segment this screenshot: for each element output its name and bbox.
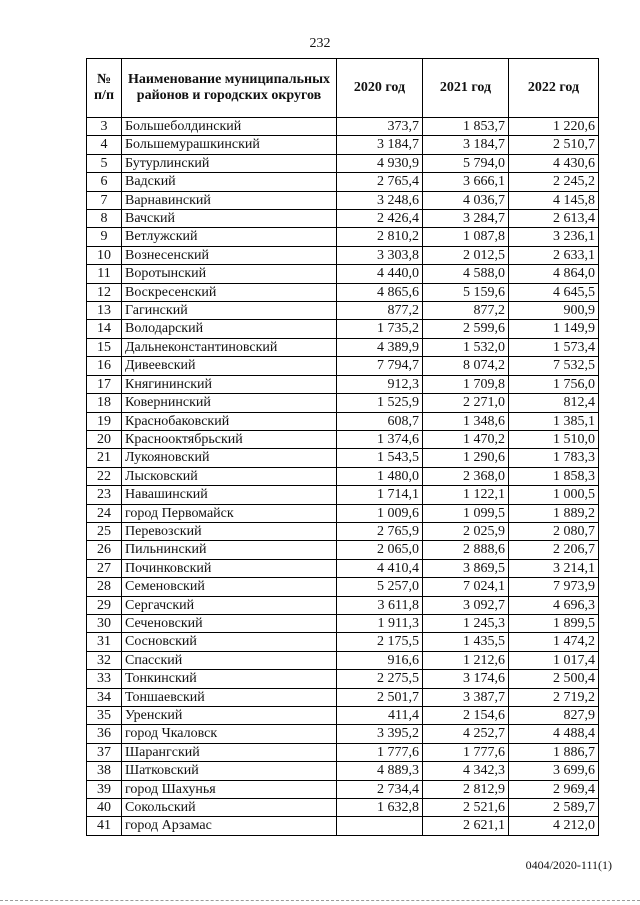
cell-2022: 4 145,8 [509, 191, 599, 209]
cell-num: 35 [87, 707, 122, 725]
cell-2021: 877,2 [423, 302, 509, 320]
cell-2021: 4 252,7 [423, 725, 509, 743]
cell-2021: 1 777,6 [423, 743, 509, 761]
cell-2021: 1 853,7 [423, 118, 509, 136]
table-row [87, 320, 599, 338]
cell-name: Навашинский [122, 486, 337, 504]
cell-2022: 2 589,7 [509, 799, 599, 817]
table-row [87, 283, 599, 301]
cell-num: 20 [87, 430, 122, 448]
table-row [87, 817, 599, 835]
cell-2021: 1 099,5 [423, 504, 509, 522]
cell-2020: 5 257,0 [337, 578, 423, 596]
table-row [87, 522, 599, 540]
cell-2021: 1 212,6 [423, 651, 509, 669]
table-row [87, 762, 599, 780]
table-row [87, 486, 599, 504]
cell-2022: 4 430,6 [509, 154, 599, 172]
cell-num: 5 [87, 154, 122, 172]
cell-2020: 1 911,3 [337, 614, 423, 632]
cell-2020: 373,7 [337, 118, 423, 136]
cell-num: 29 [87, 596, 122, 614]
cell-num: 32 [87, 651, 122, 669]
header-2021: 2021 год [423, 59, 509, 118]
cell-num: 9 [87, 228, 122, 246]
cell-2020: 411,4 [337, 707, 423, 725]
cell-name: Гагинский [122, 302, 337, 320]
cell-num: 39 [87, 780, 122, 798]
cell-2020: 4 410,4 [337, 559, 423, 577]
cell-name: Сосновский [122, 633, 337, 651]
cell-2021: 8 074,2 [423, 357, 509, 375]
cell-num: 41 [87, 817, 122, 835]
cell-2021: 2 025,9 [423, 522, 509, 540]
cell-num: 8 [87, 210, 122, 228]
cell-name: Лукояновский [122, 449, 337, 467]
cell-2022: 2 633,1 [509, 246, 599, 264]
table-row [87, 375, 599, 393]
table-row [87, 210, 599, 228]
cell-2020: 2 810,2 [337, 228, 423, 246]
cell-2020: 916,6 [337, 651, 423, 669]
cell-name: Сергачский [122, 596, 337, 614]
cell-num: 10 [87, 246, 122, 264]
cell-2020: 1 632,8 [337, 799, 423, 817]
cell-num: 12 [87, 283, 122, 301]
cell-2021: 2 271,0 [423, 394, 509, 412]
table-row [87, 302, 599, 320]
table-row [87, 799, 599, 817]
table-row [87, 780, 599, 798]
cell-2022: 1 474,2 [509, 633, 599, 651]
cell-2022: 1 756,0 [509, 375, 599, 393]
cell-num: 4 [87, 136, 122, 154]
cell-name: Краснобаковский [122, 412, 337, 430]
cell-2021: 4 588,0 [423, 265, 509, 283]
cell-2021: 1 087,8 [423, 228, 509, 246]
cell-name: город Чкаловск [122, 725, 337, 743]
cell-num: 7 [87, 191, 122, 209]
cell-2020: 7 794,7 [337, 357, 423, 375]
cell-2021: 2 154,6 [423, 707, 509, 725]
cell-2020: 2 065,0 [337, 541, 423, 559]
cell-2021: 1 709,8 [423, 375, 509, 393]
cell-name: Бутурлинский [122, 154, 337, 172]
cell-2022: 1 385,1 [509, 412, 599, 430]
table-row [87, 136, 599, 154]
cell-2020: 3 395,2 [337, 725, 423, 743]
cell-2020: 4 930,9 [337, 154, 423, 172]
cell-2021: 2 888,6 [423, 541, 509, 559]
cell-2022: 1 149,9 [509, 320, 599, 338]
cell-2022: 7 532,5 [509, 357, 599, 375]
cell-name: город Шахунья [122, 780, 337, 798]
header-num: № п/п [87, 59, 122, 118]
cell-2022: 1 858,3 [509, 467, 599, 485]
cell-num: 24 [87, 504, 122, 522]
cell-2020: 2 765,4 [337, 173, 423, 191]
table-row [87, 154, 599, 172]
cell-num: 17 [87, 375, 122, 393]
table-row [87, 688, 599, 706]
cell-2022: 2 719,2 [509, 688, 599, 706]
table-row [87, 614, 599, 632]
cell-2021: 3 184,7 [423, 136, 509, 154]
cell-num: 23 [87, 486, 122, 504]
cell-name: Сокольский [122, 799, 337, 817]
cell-2020: 4 889,3 [337, 762, 423, 780]
table-row [87, 596, 599, 614]
cell-name: Тонкинский [122, 670, 337, 688]
cell-2021: 1 532,0 [423, 338, 509, 356]
cell-2022: 1 220,6 [509, 118, 599, 136]
cell-num: 3 [87, 118, 122, 136]
cell-2022: 827,9 [509, 707, 599, 725]
table-row [87, 633, 599, 651]
cell-2020: 1 480,0 [337, 467, 423, 485]
cell-name: Шарангский [122, 743, 337, 761]
cell-2020: 2 734,4 [337, 780, 423, 798]
cell-num: 13 [87, 302, 122, 320]
cell-2022: 2 510,7 [509, 136, 599, 154]
cell-num: 18 [87, 394, 122, 412]
cell-2021: 2 812,9 [423, 780, 509, 798]
cell-2021: 2 368,0 [423, 467, 509, 485]
cell-2020: 2 426,4 [337, 210, 423, 228]
header-2022: 2022 год [509, 59, 599, 118]
cell-2020: 1 543,5 [337, 449, 423, 467]
table-row [87, 743, 599, 761]
cell-2022: 4 488,4 [509, 725, 599, 743]
cell-2022: 3 699,6 [509, 762, 599, 780]
table-row [87, 118, 599, 136]
table-row [87, 228, 599, 246]
cell-2020: 2 765,9 [337, 522, 423, 540]
cell-2020: 3 611,8 [337, 596, 423, 614]
cell-2021: 1 290,6 [423, 449, 509, 467]
cell-num: 14 [87, 320, 122, 338]
table-row [87, 725, 599, 743]
cell-2021: 2 012,5 [423, 246, 509, 264]
cell-name: Перевозский [122, 522, 337, 540]
table-row [87, 651, 599, 669]
cell-2022: 1 783,3 [509, 449, 599, 467]
header-2020: 2020 год [337, 59, 423, 118]
cell-2021: 1 245,3 [423, 614, 509, 632]
cell-2020: 3 184,7 [337, 136, 423, 154]
cell-name: Большеболдинский [122, 118, 337, 136]
cell-num: 37 [87, 743, 122, 761]
cell-2021: 3 666,1 [423, 173, 509, 191]
cell-name: Тоншаевский [122, 688, 337, 706]
cell-2022: 1 573,4 [509, 338, 599, 356]
header-name: Наименование муниципальных районов и городских округов [122, 59, 337, 118]
cell-2022: 1 000,5 [509, 486, 599, 504]
page-number: 232 [309, 36, 331, 51]
cell-name: город Арзамас [122, 817, 337, 835]
cell-2020: 1 777,6 [337, 743, 423, 761]
cell-name: Дальнеконстантиновский [122, 338, 337, 356]
cell-num: 21 [87, 449, 122, 467]
cell-num: 15 [87, 338, 122, 356]
cell-2020: 1 714,1 [337, 486, 423, 504]
cell-name: Шатковский [122, 762, 337, 780]
cell-2022: 2 500,4 [509, 670, 599, 688]
cell-num: 27 [87, 559, 122, 577]
cell-2020: 4 440,0 [337, 265, 423, 283]
cell-2022: 1 886,7 [509, 743, 599, 761]
cell-2022: 2 206,7 [509, 541, 599, 559]
cell-name: Дивеевский [122, 357, 337, 375]
cell-2022: 1 510,0 [509, 430, 599, 448]
cell-2020: 608,7 [337, 412, 423, 430]
cell-2021: 3 387,7 [423, 688, 509, 706]
cell-2020: 2 501,7 [337, 688, 423, 706]
table-row [87, 559, 599, 577]
cell-2022: 2 969,4 [509, 780, 599, 798]
cell-2020: 1 374,6 [337, 430, 423, 448]
cell-2022: 4 212,0 [509, 817, 599, 835]
table-row [87, 265, 599, 283]
cell-2022: 1 017,4 [509, 651, 599, 669]
cell-2021: 7 024,1 [423, 578, 509, 596]
cell-2021: 1 470,2 [423, 430, 509, 448]
cell-name: Вадский [122, 173, 337, 191]
cell-2021: 1 348,6 [423, 412, 509, 430]
cell-num: 11 [87, 265, 122, 283]
cell-2020: 3 303,8 [337, 246, 423, 264]
cell-num: 40 [87, 799, 122, 817]
cell-2022: 900,9 [509, 302, 599, 320]
cell-2021: 5 794,0 [423, 154, 509, 172]
cell-name: Володарский [122, 320, 337, 338]
cell-num: 34 [87, 688, 122, 706]
table-row [87, 412, 599, 430]
table-row [87, 173, 599, 191]
table-row [87, 191, 599, 209]
cell-2020: 2 175,5 [337, 633, 423, 651]
table-row [87, 541, 599, 559]
cell-2022: 2 245,2 [509, 173, 599, 191]
cell-2021: 3 284,7 [423, 210, 509, 228]
cell-2022: 1 889,2 [509, 504, 599, 522]
cell-2021: 1 435,5 [423, 633, 509, 651]
cell-2021: 1 122,1 [423, 486, 509, 504]
table-row [87, 394, 599, 412]
cell-name: Семеновский [122, 578, 337, 596]
table-row [87, 504, 599, 522]
cell-name: Лысковский [122, 467, 337, 485]
cell-num: 28 [87, 578, 122, 596]
cell-2021: 5 159,6 [423, 283, 509, 301]
cell-num: 19 [87, 412, 122, 430]
budget-table [86, 58, 599, 836]
cell-2022: 4 696,3 [509, 596, 599, 614]
cell-name: Уренский [122, 707, 337, 725]
cell-2021: 3 869,5 [423, 559, 509, 577]
cell-name: Большемурашкинский [122, 136, 337, 154]
cell-name: Сеченовский [122, 614, 337, 632]
cell-name: Пильнинский [122, 541, 337, 559]
cell-num: 25 [87, 522, 122, 540]
cell-2020: 3 248,6 [337, 191, 423, 209]
table-row [87, 357, 599, 375]
cell-num: 31 [87, 633, 122, 651]
cell-name: Вачский [122, 210, 337, 228]
cell-2021: 4 342,3 [423, 762, 509, 780]
cell-name: Краснооктябрьский [122, 430, 337, 448]
cell-2020: 1 735,2 [337, 320, 423, 338]
cell-2020: 1 525,9 [337, 394, 423, 412]
table-row [87, 707, 599, 725]
cell-name: Ковернинский [122, 394, 337, 412]
table-row [87, 430, 599, 448]
cell-2022: 812,4 [509, 394, 599, 412]
cell-name: Ветлужский [122, 228, 337, 246]
cell-2022: 3 236,1 [509, 228, 599, 246]
cell-name: Воскресенский [122, 283, 337, 301]
cell-2022: 1 899,5 [509, 614, 599, 632]
cell-2022: 2 613,4 [509, 210, 599, 228]
scan-edge [0, 900, 640, 902]
cell-name: Варнавинский [122, 191, 337, 209]
cell-2020: 4 389,9 [337, 338, 423, 356]
cell-num: 30 [87, 614, 122, 632]
cell-2020: 912,3 [337, 375, 423, 393]
table-header-row [87, 59, 599, 118]
cell-num: 38 [87, 762, 122, 780]
cell-2022: 4 645,5 [509, 283, 599, 301]
cell-num: 26 [87, 541, 122, 559]
cell-2020: 4 865,6 [337, 283, 423, 301]
cell-2021: 2 521,6 [423, 799, 509, 817]
cell-name: Воротынский [122, 265, 337, 283]
cell-2021: 4 036,7 [423, 191, 509, 209]
table-row [87, 246, 599, 264]
cell-name: город Первомайск [122, 504, 337, 522]
cell-name: Починковский [122, 559, 337, 577]
cell-2021: 2 599,6 [423, 320, 509, 338]
table-body [87, 118, 599, 836]
table-row [87, 338, 599, 356]
cell-2022: 3 214,1 [509, 559, 599, 577]
cell-2021: 2 621,1 [423, 817, 509, 835]
cell-num: 22 [87, 467, 122, 485]
cell-2021: 3 174,6 [423, 670, 509, 688]
table-row [87, 449, 599, 467]
cell-2020: 2 275,5 [337, 670, 423, 688]
cell-2020: 1 009,6 [337, 504, 423, 522]
cell-2022: 4 864,0 [509, 265, 599, 283]
table-row [87, 578, 599, 596]
cell-num: 6 [87, 173, 122, 191]
cell-name: Вознесенский [122, 246, 337, 264]
cell-2021: 3 092,7 [423, 596, 509, 614]
cell-num: 36 [87, 725, 122, 743]
cell-num: 16 [87, 357, 122, 375]
cell-2020: 877,2 [337, 302, 423, 320]
cell-2020 [337, 817, 423, 835]
cell-num: 33 [87, 670, 122, 688]
document-code: 0404/2020-111(1) [525, 858, 612, 872]
cell-name: Княгининский [122, 375, 337, 393]
cell-2022: 2 080,7 [509, 522, 599, 540]
table-row [87, 467, 599, 485]
cell-2022: 7 973,9 [509, 578, 599, 596]
table-row [87, 670, 599, 688]
cell-name: Спасский [122, 651, 337, 669]
